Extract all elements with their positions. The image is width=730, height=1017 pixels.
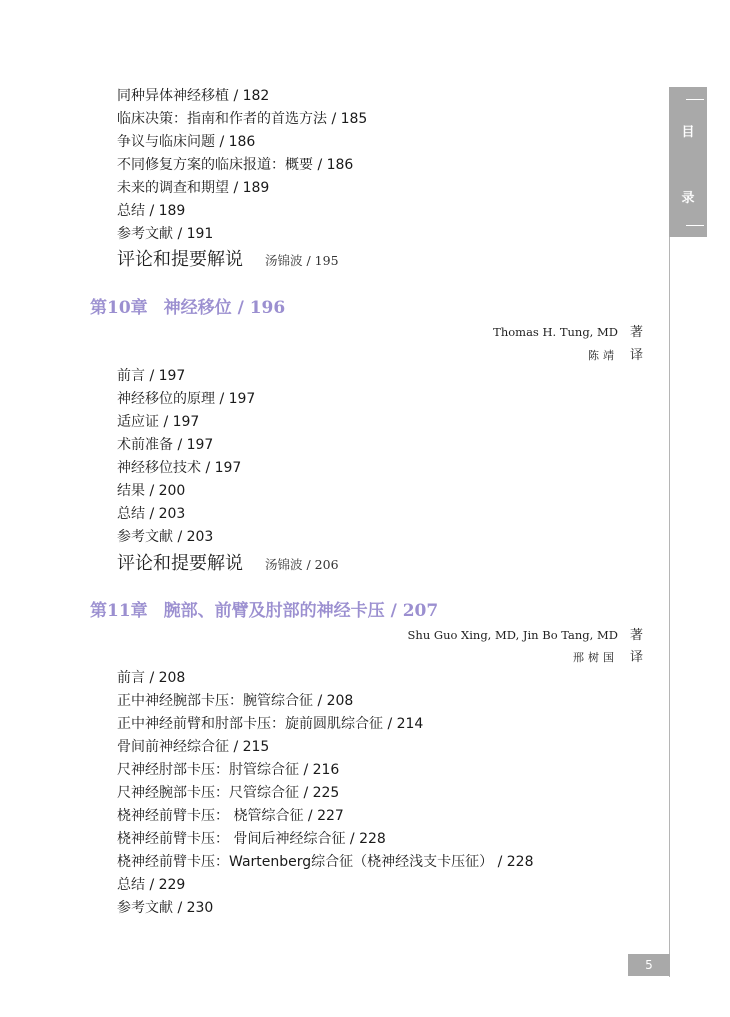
author-credit <box>493 321 643 340</box>
entry: 参考文献 / 191 <box>117 226 214 242</box>
translator-name: 邢树国 <box>572 651 618 664</box>
tab-rule-top <box>686 99 704 100</box>
translator-name: 陈靖 <box>587 349 618 362</box>
tab-char-top: 目 <box>681 125 695 140</box>
entry: 适应证 / 197 <box>117 414 200 430</box>
translator-role: 译 <box>629 348 643 363</box>
chapter-number: 第11章 <box>90 601 148 621</box>
chapter-title: 腕部、前臂及肘部的神经卡压 / 207 <box>163 601 439 621</box>
comment-label: 评论和提要解说 <box>117 249 243 270</box>
comment-line <box>117 245 339 271</box>
entry: 总结 / 189 <box>117 203 186 219</box>
entry: 前言 / 197 <box>117 368 186 384</box>
tab-char-bottom: 录 <box>681 191 695 206</box>
entry: 尺神经肘部卡压：肘管综合征 / 216 <box>117 762 340 778</box>
chapter-number: 第10章 <box>90 298 148 318</box>
chapter-heading <box>90 596 438 621</box>
entry: 临床决策：指南和作者的首选方法 / 185 <box>117 111 368 127</box>
tab-rule-bottom <box>686 225 704 226</box>
entry: 桡神经前臂卡压： 桡管综合征 / 227 <box>117 808 344 824</box>
entry: 总结 / 203 <box>117 506 186 522</box>
entry: 总结 / 229 <box>117 877 186 893</box>
entry: 术前准备 / 197 <box>117 437 214 453</box>
comment-author: 汤锦波 / 195 <box>265 253 339 268</box>
entry: 未来的调查和期望 / 189 <box>117 180 270 196</box>
entry: 尺神经腕部卡压：尺管综合征 / 225 <box>117 785 340 801</box>
entry: 骨间前神经综合征 / 215 <box>117 739 270 755</box>
toc-side-tab <box>669 87 707 237</box>
side-rule <box>669 237 670 977</box>
entry: 神经移位的原理 / 197 <box>117 391 256 407</box>
entry: 神经移位技术 / 197 <box>117 460 242 476</box>
entry: 桡神经前臂卡压： 骨间后神经综合征 / 228 <box>117 831 386 847</box>
translator-credit <box>588 344 643 363</box>
chapter-heading <box>90 293 285 318</box>
author-role: 著 <box>629 325 643 340</box>
entry: 争议与临床问题 / 186 <box>117 134 256 150</box>
entry: 桡神经前臂卡压：Wartenberg综合征（桡神经浅支卡压征） / 228 <box>117 854 534 870</box>
entry: 同种异体神经移植 / 182 <box>117 88 270 104</box>
chapter-title: 神经移位 / 196 <box>163 298 286 318</box>
author-role: 著 <box>629 628 643 643</box>
entry: 前言 / 208 <box>117 670 186 686</box>
translator-credit <box>573 646 643 665</box>
entry: 参考文献 / 203 <box>117 529 214 545</box>
author-credit <box>408 624 643 643</box>
author-name: Thomas H. Tung, MD <box>493 325 618 339</box>
author-name: Shu Guo Xing, MD, Jin Bo Tang, MD <box>407 628 618 642</box>
comment-label: 评论和提要解说 <box>117 553 243 574</box>
entry: 结果 / 200 <box>117 483 186 499</box>
translator-role: 译 <box>629 650 643 665</box>
page-number: 5 <box>628 954 670 976</box>
comment-line <box>117 549 339 575</box>
comment-author: 汤锦波 / 206 <box>265 557 339 572</box>
entry: 不同修复方案的临床报道：概要 / 186 <box>117 157 354 173</box>
entry: 正中神经腕部卡压：腕管综合征 / 208 <box>117 693 354 709</box>
entry: 参考文献 / 230 <box>117 900 214 916</box>
entry: 正中神经前臂和肘部卡压：旋前圆肌综合征 / 214 <box>117 716 424 732</box>
